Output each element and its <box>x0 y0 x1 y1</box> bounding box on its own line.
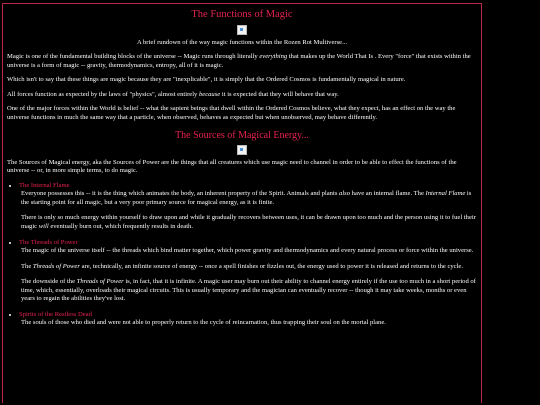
list-item-internal-flame <box>19 182 477 232</box>
intro-paragraph: All forces function as expected by the laws of "physics", almost entirely because it is expected that they will behave that way. <box>7 90 339 98</box>
emphasis-text: Threads of Power <box>76 278 124 286</box>
emphasis-text: Threads of Power <box>32 262 80 270</box>
list-item-paragraph: The downside of the Threads of Power is, in fact, that it is infinite. A magic user may burn out their ability to channel energy entirely if the use too much in a short period of time, which, essentially, overloads their magical circuits. This is usually temporary and the magician can eventually recover -- though it may take weeks, months or even years to regain the abilities they've lost. <box>21 278 476 303</box>
intro-section <box>7 53 477 122</box>
list-item-title: Spirits of the Restless Dead <box>19 310 92 318</box>
page-title: The Functions of Magic <box>191 9 293 20</box>
section-intro: The Sources of Magical energy, aka the Sources of Power are the things that all creatures which use magic need to channel in order to be able to effect the functions of the universe -- or, in more simple terms, to do magic. <box>7 158 457 175</box>
list-item-threads-of-power <box>19 239 477 304</box>
emphasis-text: also <box>339 190 351 198</box>
list-item-restless-dead <box>19 311 477 328</box>
list-item-paragraph: The souls of those who died and were not able to properly return to the cycle of reincarnation, thus trapping their soul on the mortal plane. <box>21 319 386 327</box>
emphasis-text: will <box>38 222 49 230</box>
emphasis-text: everything <box>259 53 288 61</box>
list-item-paragraph: Everyone possesses this -- it is the thing which animates the body, an inherent property of the Spirit. Animals and plants also have an internal flame. The Internal Flame is the starting point for all magic, but a very poor primary source for magical energy, as it is finite. <box>21 190 472 206</box>
page-subtitle: A brief rundown of the way magic functions within the Rozen Rot Multiverse... <box>136 38 348 46</box>
broken-image-icon <box>237 145 247 155</box>
emphasis-text: because <box>198 90 221 98</box>
list-item-paragraph: The magic of the universe itself -- the threads which bind matter together, which power gravity and thermodynamics and every natural process or force within the universe. <box>21 247 474 255</box>
emphasis-text: Internal Flame <box>425 190 466 198</box>
list-item-title: The Threads of Power <box>19 238 78 246</box>
intro-paragraph: One of the major forces within the World is belief -- what the sapient beings that dwell within the Ordered Cosmos believe, what they expect, has an effect on the way the universe functions in much the same way that a particle, when observed, behaves as expected but when unobserved, may behave differently. <box>7 105 456 122</box>
content-frame <box>2 3 482 403</box>
intro-paragraph: Magic is one of the fundamental building blocks of the universe -- Magic runs through literally everything that makes up the World That Is . Every "force" that exists within the universe is a form of magic -- gravity, thermodynamics, entropy, all of it is magic. <box>7 53 471 69</box>
list-item-paragraph: The Threads of Power are, technically, an infinite source of energy -- once a spell finishes or fizzles out, the energy used to power it is released and returns to the cycle. <box>21 262 464 270</box>
broken-image-icon <box>237 25 247 35</box>
intro-paragraph: Which isn't to say that these things are magic because they are "inexplicable", it is simply that the Ordered Cosmos is fundamentally magical in nature. <box>7 76 406 84</box>
list-item-paragraph: There is only so much energy within yourself to draw upon and while it gradually recovers between uses, it can be drawn upon too much and the person using it to fuel their magic will eventually burn out, which frequently results in death. <box>21 214 476 230</box>
section-heading: The Sources of Magical Energy... <box>175 129 309 141</box>
list-item-title: The Internal Flame <box>19 181 70 189</box>
sources-list <box>7 182 477 328</box>
